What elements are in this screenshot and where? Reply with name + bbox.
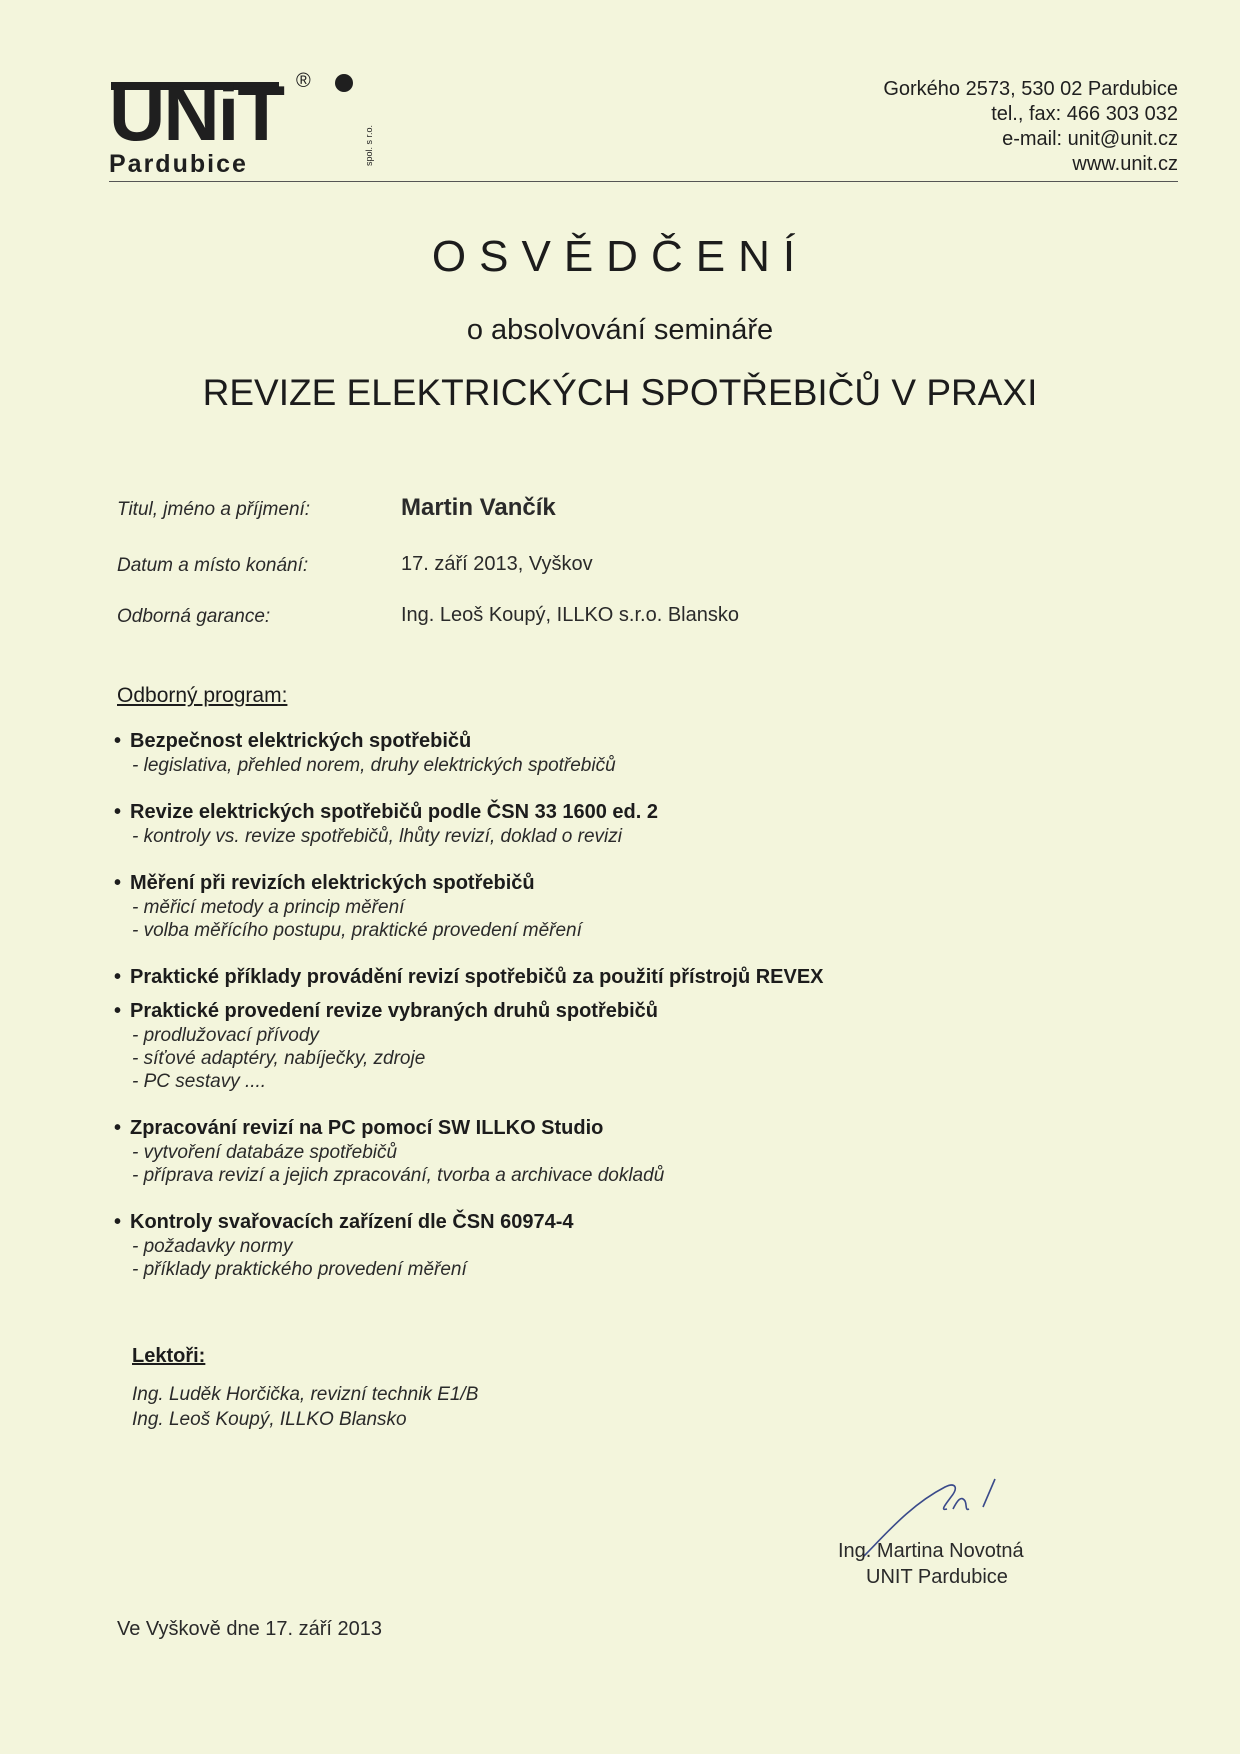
bullet-icon: •: [114, 966, 122, 988]
lecturer-name: Ing. Luděk Horčička, revizní technik E1/B: [132, 1384, 479, 1405]
program-item-detail: - legislativa, přehled norem, druhy elektrických spotřebičů: [132, 755, 616, 776]
field-value-name: Martin Vančík: [401, 494, 556, 521]
program-item: [114, 1209, 1114, 1281]
lecturers-heading: Lektoři:: [132, 1345, 206, 1367]
program-heading: Odborný program:: [117, 684, 288, 707]
program-item-detail: - vytvoření databáze spotřebičů: [132, 1142, 398, 1163]
program-item-title: Praktické provedení revize vybraných druhů spotřebičů: [130, 1000, 658, 1022]
program-item-detail: - kontroly vs. revize spotřebičů, lhůty revizí, doklad o revizi: [132, 826, 622, 847]
program-item-detail: - prodlužovací přívody: [132, 1025, 319, 1046]
lecturer-name: Ing. Leoš Koupý, ILLKO Blansko: [132, 1409, 407, 1430]
program-item-title: Zpracování revizí na PC pomocí SW ILLKO Studio: [130, 1117, 604, 1139]
bullet-icon: •: [114, 1000, 122, 1022]
program-item: [114, 998, 1114, 1093]
field-label-name: Titul, jméno a příjmení:: [117, 499, 311, 520]
program-item: [114, 870, 1114, 942]
program-list: [114, 728, 1114, 1303]
registered-mark: ®: [296, 70, 311, 92]
bullet-icon: •: [114, 1211, 122, 1233]
certificate-subtitle: o absolvování semináře: [466, 314, 774, 346]
contact-block: [883, 77, 1178, 177]
logo-city: Pardubice: [109, 150, 248, 178]
program-item-detail: - měřicí metody a princip měření: [132, 897, 405, 918]
field-label-date: Datum a místo konání:: [117, 555, 309, 576]
program-item-title: Měření při revizích elektrických spotřebičů: [130, 872, 535, 894]
field-value-guarantee: Ing. Leoš Koupý, ILLKO s.r.o. Blansko: [401, 604, 739, 626]
program-item-detail: - volba měřícího postupu, praktické provedení měření: [132, 920, 582, 941]
program-item: [114, 1115, 1114, 1187]
program-item: [114, 964, 1114, 990]
contact-address: Gorkého 2573, 530 02 Pardubice: [883, 78, 1178, 100]
signatory-organization: UNIT Pardubice: [866, 1566, 1008, 1588]
program-item-title: Bezpečnost elektrických spotřebičů: [130, 730, 472, 752]
program-item-detail: - příklady praktického provedení měření: [132, 1259, 467, 1280]
program-item-title: Praktické příklady provádění revizí spotřebičů za použití přístrojů REVEX: [130, 966, 824, 988]
place-and-date: Ve Vyškově dne 17. září 2013: [117, 1618, 382, 1640]
program-item: [114, 728, 1114, 777]
logo-dot: [335, 74, 353, 92]
program-item-detail: - příprava revizí a jejich zpracování, tvorba a archivace dokladů: [132, 1165, 665, 1186]
certificate-title: OSVĚDČENÍ: [431, 232, 809, 281]
bullet-icon: •: [114, 730, 122, 752]
program-item-title: Revize elektrických spotřebičů podle ČSN 33 1600 ed. 2: [130, 801, 659, 823]
bullet-icon: •: [114, 1117, 122, 1139]
contact-email: e-mail: unit@unit.cz: [1002, 128, 1178, 150]
program-item-detail: - požadavky normy: [132, 1236, 293, 1257]
logo-word: UNiT: [109, 69, 283, 157]
program-item-detail: - PC sestavy ....: [132, 1071, 267, 1092]
contact-web: www.unit.cz: [1072, 153, 1178, 175]
bullet-icon: •: [114, 801, 122, 823]
field-value-date: 17. září 2013, Vyškov: [401, 553, 593, 575]
signatory-name: Ing. Martina Novotná: [838, 1540, 1024, 1562]
contact-phone: tel., fax: 466 303 032: [991, 103, 1178, 125]
header-divider: [109, 181, 1178, 182]
program-item: [114, 799, 1114, 848]
program-item-title: Kontroly svařovacích zařízení dle ČSN 60974-4: [130, 1211, 574, 1233]
logo-company-form: spol. s r.o.: [364, 124, 374, 166]
program-item-detail: - síťové adaptéry, nabíječky, zdroje: [132, 1048, 426, 1069]
bullet-icon: •: [114, 872, 122, 894]
seminar-name: REVIZE ELEKTRICKÝCH SPOTŘEBIČŮ V PRAXI: [202, 372, 1038, 413]
field-label-guarantee: Odborná garance:: [117, 606, 271, 627]
